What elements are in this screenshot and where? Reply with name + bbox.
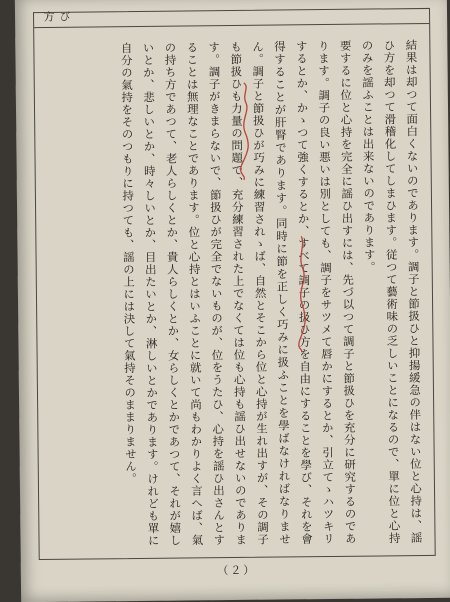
running-title: び方 [41, 10, 72, 22]
page-number: （２） [217, 563, 257, 578]
red-pencil-underline [230, 81, 261, 181]
paragraph-1: 結果は却つて面白くないのであります。調子と節扱ひと抑揚緩急の伴はない位と心持は、謡ひ方を却つて滑稽化してしまひます。従つて藝術味の乏しいことになるので、單に位と心持のみを謡ふことは出来ないのであります。 [360, 39, 424, 545]
paragraph-2: 要するに位と心持を完全に謡ひ出すには、先づ以つて調子と節扱ひを充分に研究するのであります。調子の良い悪いは別としても、調子をサツメて唇かにするとか、引立てゝハツキリするとか、かゝつて強くするとか、すべて調子の扱ひ方を自由にすることを學び、それを會得することが肝腎であります。同時に節を正しく巧みに扱ふことを學ばなければなりません。調子と節扱ひが巧みに練習されゝば、自然とそこから位と心持が生れ出すが、その調子も節扱ひも力量の問題で、充分練習された上でなくては位も心持も謡ひ出せないのであります。調子がきまらないで、節扱ひが完全でないものが、位をうたひ、心持を謡ひ出さんとすることは無理なことであります。位と心持とはいふことに就いて尚もわかりよく言へば、氣の持ち方であつて、老人らしくとか、貴人らしくとか、女らしくとかであつて、それが嬉しいとか、悲しいとか、時々しいとか、目出たいとか、淋しいとかであります。けれども單に自分の氣持をそのつもりに持つても、謡の上には決して氣持そのままりません。 [119, 39, 358, 547]
header-strip [34, 9, 429, 28]
red-pencil-underline-2 [286, 234, 317, 354]
book-page [15, 0, 450, 602]
text-frame [33, 8, 436, 560]
